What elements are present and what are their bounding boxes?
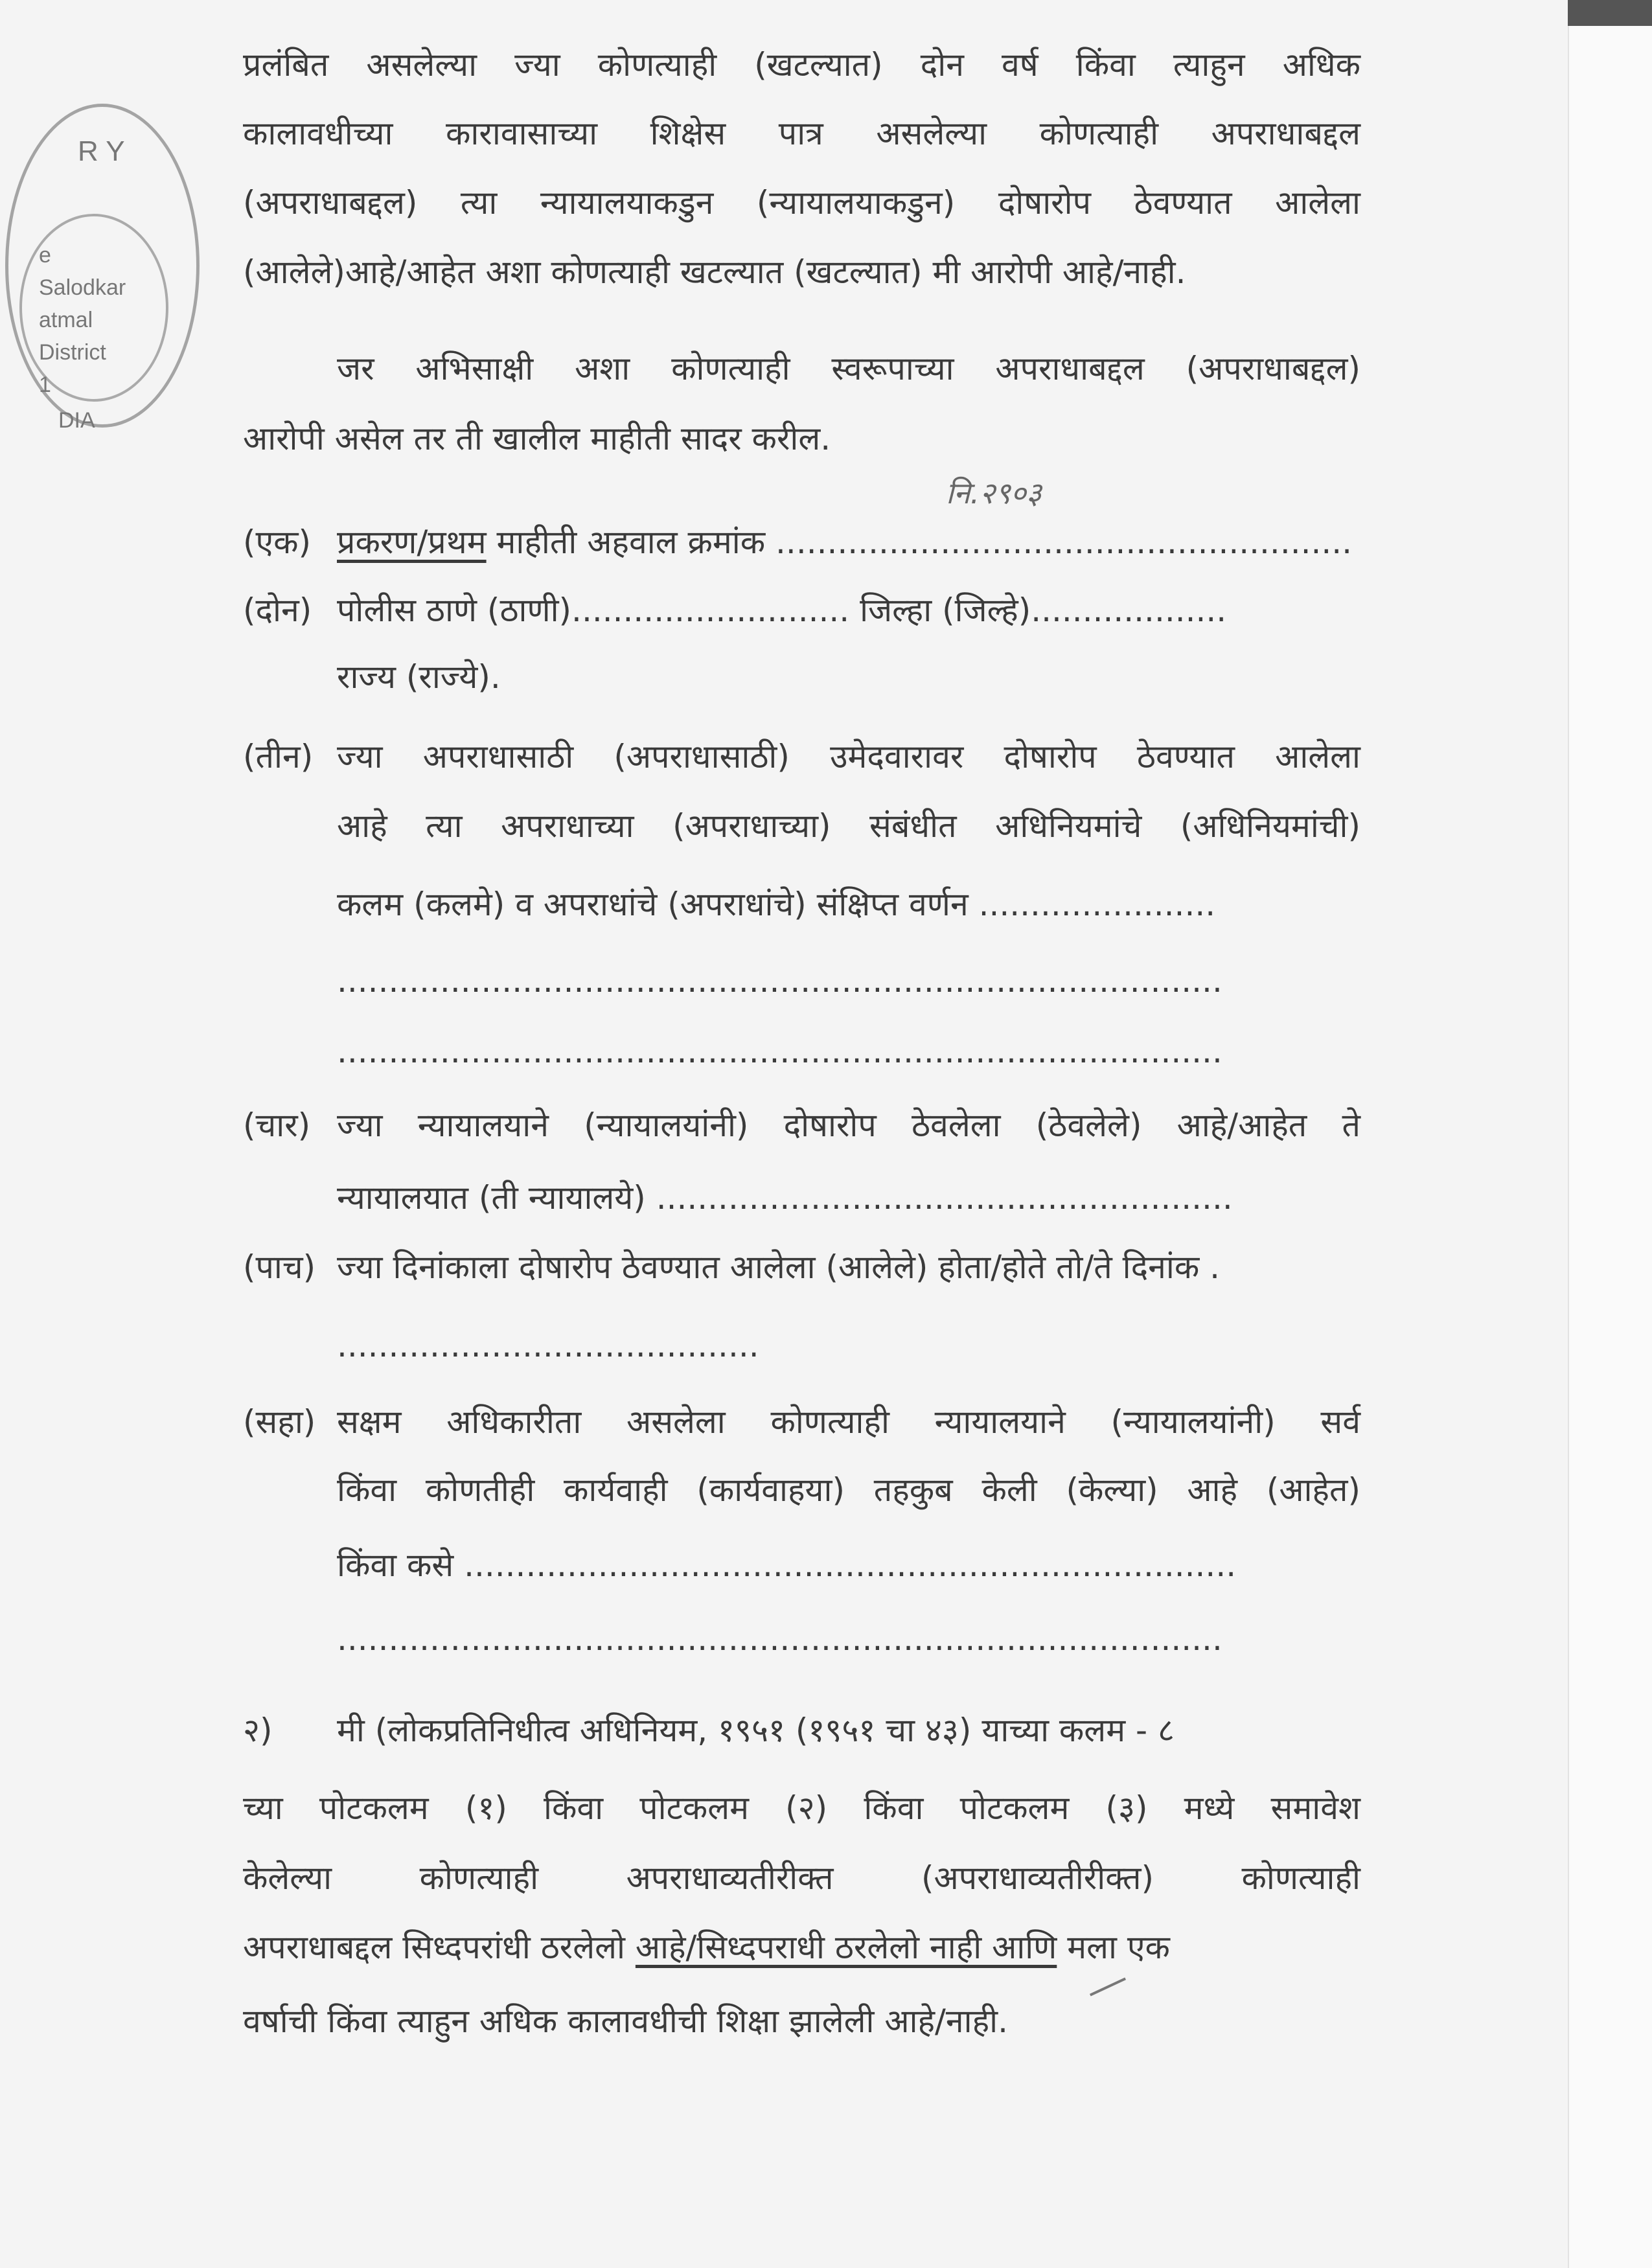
text-line: आरोपी असेल तर ती खालील माहीती सादर करील. (243, 420, 831, 457)
item-label: (चार) (243, 1106, 311, 1144)
text-line: मला एक (1057, 1929, 1170, 1966)
stamp-text: District (39, 340, 106, 365)
stamp-text: atmal (39, 308, 93, 332)
text-line: अपराधाबद्दल सिध्दपरांधी ठरलेलो (243, 1929, 636, 1966)
item-label: (पाच) (243, 1248, 316, 1286)
text-line: आहे त्या अपराधाच्या (अपराधाच्या) संबंधीत अधिनियमांचे (अधिनियमांची) (337, 807, 1360, 845)
blank-line: ...................................................................................... (337, 962, 1222, 1000)
text-line: ज्या अपराधासाठी (अपराधासाठी) उमेदवारावर दोषारोप ठेवण्यात आलेला (337, 738, 1360, 775)
scan-border (1568, 0, 1652, 26)
underlined-text: प्रकरण/प्रथम (337, 523, 487, 561)
item-label: (दोन) (243, 591, 312, 629)
item-label: (एक) (243, 523, 312, 561)
text-line: राज्य (राज्ये). (337, 658, 501, 696)
text-line: प्रलंबित असलेल्या ज्या कोणत्याही (खटल्यात) दोन वर्ष किंवा त्याहुन अधिक (243, 46, 1360, 84)
text-line: माहीती अहवाल क्रमांक ........................................................ (486, 523, 1353, 561)
text-line: ज्या दिनांकाला दोषारोप ठेवण्यात आलेला (आलेले) होता/होते तो/ते दिनांक . (337, 1248, 1221, 1286)
text-line: सक्षम अधिकारीता असलेला कोणत्याही न्यायालयाने (न्यायालयांनी) सर्व (337, 1403, 1360, 1441)
underlined-text: आहे/सिध्दपराधी ठरलेलो नाही आणि (635, 1929, 1057, 1966)
text-line: ज्या न्यायालयाने (न्यायालयांनी) दोषारोप ठेवलेला (ठेवलेले) आहे/आहेत ते (337, 1106, 1360, 1144)
blank-line: ...................................................................................... (337, 1620, 1222, 1658)
text-line: पोलीस ठाणे (ठाणी)........................... जिल्हा (जिल्हे)................... (337, 591, 1227, 629)
stamp-text: 1 (39, 372, 51, 397)
handwritten-tick-mark (1090, 1978, 1126, 1997)
text-line: (अपराधाबद्दल) त्या न्यायालयाकडुन (न्यायालयाकडुन) दोषारोप ठेवण्यात आलेला (243, 184, 1360, 222)
stamp-text: e (39, 243, 51, 268)
text-line: न्यायालयात (ती न्यायालये) ........................................................ (337, 1179, 1233, 1217)
text-line: जर अभिसाक्षी अशा कोणत्याही स्वरूपाच्या अपराधाबद्दल (अपराधाबद्दल) (337, 350, 1360, 387)
item-label: (सहा) (243, 1403, 316, 1441)
handwritten-case-number: नि.२९०३ (946, 475, 1042, 510)
text-line: किंवा कोणतीही कार्यवाही (कार्यवाहया) तहकुब केली (केल्या) आहे (आहेत) (337, 1471, 1360, 1509)
text-line: कलम (कलमे) व अपराधांचे (अपराधांचे) संक्षिप्त वर्णन ....................... (337, 886, 1216, 923)
text-line: च्या पोटकलम (१) किंवा पोटकलम (२) किंवा पोटकलम (३) मध्ये समावेश (243, 1789, 1360, 1827)
stamp-text: R Y (78, 135, 125, 167)
stamp-text: DIA (58, 408, 95, 433)
item-label: (तीन) (243, 738, 314, 775)
text-line: किंवा कसे ........................................................................... (337, 1546, 1237, 1584)
text-line: केलेल्या कोणत्याही अपराधाव्यतीरीक्त (अपराधाव्यतीरीक्त) कोणत्याही (243, 1859, 1360, 1897)
text-line: (आलेले)आहे/आहेत अशा कोणत्याही खटल्यात (खटल्यात) मी आरोपी आहे/नाही. (243, 253, 1186, 291)
text-line: कालावधीच्या कारावासाच्या शिक्षेस पात्र असलेल्या कोणत्याही अपराधाबद्दल (243, 115, 1360, 152)
blank-line: ......................................... (337, 1327, 759, 1364)
text-line: वर्षाची किंवा त्याहुन अधिक कालावधीची शिक्षा झालेली आहे/नाही. (243, 2002, 1008, 2040)
text-line: मी (लोकप्रतिनिधीत्व अधिनियम, १९५१ (१९५१ चा ४३) याच्या कलम - ८ (337, 1712, 1175, 1749)
stamp-text: Salodkar (39, 275, 126, 300)
page-edge (1568, 0, 1652, 2268)
section-number: २) (243, 1712, 273, 1749)
blank-line: ...................................................................................... (337, 1033, 1222, 1070)
